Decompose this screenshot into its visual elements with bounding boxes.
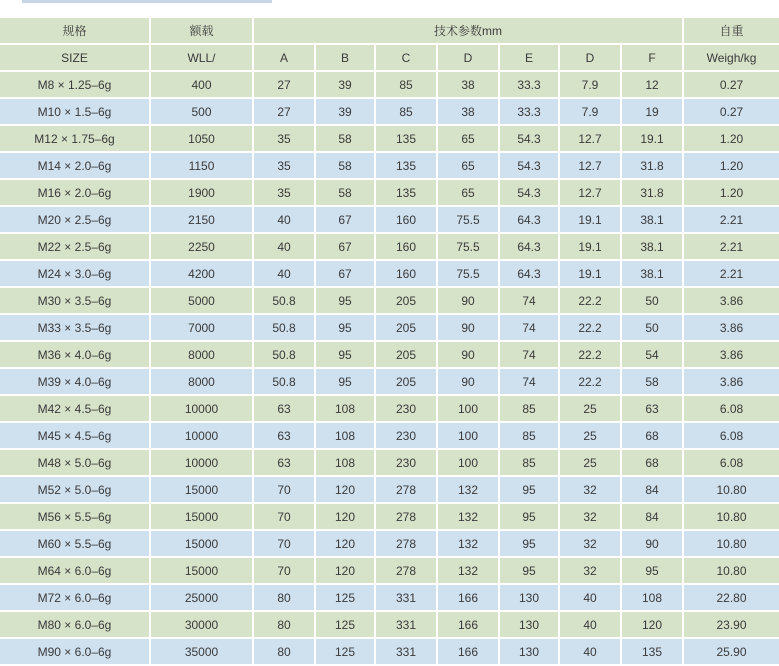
- table-row: [0, 179, 779, 206]
- cell-d: 90: [437, 368, 499, 395]
- cell-d2: 7.9: [559, 98, 621, 125]
- cell-d: 75.5: [437, 260, 499, 287]
- cell-d: 65: [437, 152, 499, 179]
- cell-e: 95: [499, 503, 559, 530]
- cell-d: 90: [437, 341, 499, 368]
- cell-c: 160: [375, 206, 437, 233]
- cell-weight: 23.90: [683, 611, 779, 638]
- cell-a: 63: [253, 449, 315, 476]
- cell-f: 108: [621, 584, 683, 611]
- cell-c: 205: [375, 314, 437, 341]
- cell-b: 58: [315, 179, 375, 206]
- cell-a: 70: [253, 557, 315, 584]
- cell-e: 130: [499, 611, 559, 638]
- cell-weight: 10.80: [683, 530, 779, 557]
- table-row: [0, 125, 779, 152]
- cell-b: 120: [315, 476, 375, 503]
- cell-a: 50.8: [253, 341, 315, 368]
- cell-f: 63: [621, 395, 683, 422]
- cell-weight: 1.20: [683, 125, 779, 152]
- cell-b: 95: [315, 287, 375, 314]
- cell-size: M8 × 1.25–6g: [0, 71, 150, 98]
- cell-c: 135: [375, 179, 437, 206]
- cell-wll: 2250: [150, 233, 253, 260]
- cell-weight: 3.86: [683, 368, 779, 395]
- cell-size: M33 × 3.5–6g: [0, 314, 150, 341]
- cell-a: 35: [253, 179, 315, 206]
- cell-c: 278: [375, 530, 437, 557]
- cell-d: 132: [437, 530, 499, 557]
- header-wll-en: WLL/: [150, 44, 253, 71]
- cell-a: 70: [253, 530, 315, 557]
- cell-d: 132: [437, 503, 499, 530]
- cell-d2: 19.1: [559, 233, 621, 260]
- cell-d2: 40: [559, 638, 621, 665]
- cell-f: 38.1: [621, 206, 683, 233]
- cell-d2: 22.2: [559, 341, 621, 368]
- cell-weight: 6.08: [683, 395, 779, 422]
- header-col-c: C: [375, 44, 437, 71]
- cell-d2: 32: [559, 476, 621, 503]
- cell-e: 130: [499, 638, 559, 665]
- table-row: [0, 287, 779, 314]
- cell-f: 12: [621, 71, 683, 98]
- cell-size: M20 × 2.5–6g: [0, 206, 150, 233]
- cell-f: 84: [621, 476, 683, 503]
- cell-size: M56 × 5.5–6g: [0, 503, 150, 530]
- cell-a: 40: [253, 233, 315, 260]
- cell-b: 120: [315, 530, 375, 557]
- cell-a: 35: [253, 125, 315, 152]
- cell-weight: 1.20: [683, 179, 779, 206]
- cell-c: 331: [375, 611, 437, 638]
- cell-size: M16 × 2.0–6g: [0, 179, 150, 206]
- cell-d2: 22.2: [559, 314, 621, 341]
- cell-a: 50.8: [253, 287, 315, 314]
- cell-wll: 25000: [150, 584, 253, 611]
- table-row: [0, 152, 779, 179]
- cell-f: 50: [621, 287, 683, 314]
- cell-wll: 2150: [150, 206, 253, 233]
- cell-c: 278: [375, 476, 437, 503]
- table-row: [0, 233, 779, 260]
- cell-weight: 6.08: [683, 449, 779, 476]
- header-col-a: A: [253, 44, 315, 71]
- cell-size: M60 × 5.5–6g: [0, 530, 150, 557]
- cell-wll: 7000: [150, 314, 253, 341]
- table-row: [0, 530, 779, 557]
- cell-a: 70: [253, 476, 315, 503]
- cell-weight: 10.80: [683, 476, 779, 503]
- cell-f: 90: [621, 530, 683, 557]
- cell-b: 39: [315, 98, 375, 125]
- header-col-f: F: [621, 44, 683, 71]
- cell-wll: 35000: [150, 638, 253, 665]
- cell-f: 54: [621, 341, 683, 368]
- cell-d: 100: [437, 449, 499, 476]
- header-params-cn: 技术参数mm: [253, 18, 683, 44]
- cell-d: 65: [437, 125, 499, 152]
- cell-size: M22 × 2.5–6g: [0, 233, 150, 260]
- cell-d2: 25: [559, 449, 621, 476]
- cell-a: 70: [253, 503, 315, 530]
- cell-wll: 1050: [150, 125, 253, 152]
- cell-b: 120: [315, 557, 375, 584]
- cell-b: 67: [315, 233, 375, 260]
- cell-c: 278: [375, 503, 437, 530]
- cell-d2: 32: [559, 503, 621, 530]
- cell-c: 331: [375, 584, 437, 611]
- cell-a: 40: [253, 260, 315, 287]
- cell-d: 132: [437, 557, 499, 584]
- cell-d2: 12.7: [559, 179, 621, 206]
- cell-wll: 400: [150, 71, 253, 98]
- cell-a: 80: [253, 638, 315, 665]
- cell-e: 33.3: [499, 98, 559, 125]
- cell-weight: 10.80: [683, 503, 779, 530]
- cell-f: 120: [621, 611, 683, 638]
- cell-size: M39 × 4.0–6g: [0, 368, 150, 395]
- table-row: [0, 98, 779, 125]
- cell-f: 38.1: [621, 260, 683, 287]
- cell-a: 35: [253, 152, 315, 179]
- table-row: [0, 503, 779, 530]
- cell-wll: 4200: [150, 260, 253, 287]
- cell-weight: 3.86: [683, 314, 779, 341]
- cell-b: 125: [315, 611, 375, 638]
- cell-size: M12 × 1.75–6g: [0, 125, 150, 152]
- cell-size: M72 × 6.0–6g: [0, 584, 150, 611]
- cell-d: 38: [437, 98, 499, 125]
- cell-d: 100: [437, 422, 499, 449]
- cell-f: 19.1: [621, 125, 683, 152]
- table-row: [0, 206, 779, 233]
- table-row: [0, 314, 779, 341]
- cell-size: M48 × 5.0–6g: [0, 449, 150, 476]
- cell-a: 27: [253, 71, 315, 98]
- cell-d2: 12.7: [559, 125, 621, 152]
- cell-wll: 15000: [150, 503, 253, 530]
- cell-weight: 2.21: [683, 233, 779, 260]
- cell-f: 68: [621, 422, 683, 449]
- cell-e: 130: [499, 584, 559, 611]
- cell-b: 39: [315, 71, 375, 98]
- cell-size: M24 × 3.0–6g: [0, 260, 150, 287]
- cell-e: 95: [499, 530, 559, 557]
- cell-b: 120: [315, 503, 375, 530]
- cell-f: 95: [621, 557, 683, 584]
- cell-b: 58: [315, 125, 375, 152]
- header-row-en: [0, 44, 779, 71]
- cell-weight: 10.80: [683, 557, 779, 584]
- cell-a: 63: [253, 395, 315, 422]
- table-row: [0, 449, 779, 476]
- cell-weight: 2.21: [683, 260, 779, 287]
- cell-c: 278: [375, 557, 437, 584]
- cell-b: 108: [315, 395, 375, 422]
- cell-size: M52 × 5.0–6g: [0, 476, 150, 503]
- cell-size: M14 × 2.0–6g: [0, 152, 150, 179]
- table-row: [0, 341, 779, 368]
- cell-b: 125: [315, 638, 375, 665]
- cell-wll: 1900: [150, 179, 253, 206]
- top-decorative-line: [22, 0, 272, 3]
- cell-d2: 32: [559, 557, 621, 584]
- cell-e: 95: [499, 476, 559, 503]
- cell-size: M80 × 6.0–6g: [0, 611, 150, 638]
- cell-e: 74: [499, 368, 559, 395]
- cell-size: M45 × 4.5–6g: [0, 422, 150, 449]
- table-row: [0, 422, 779, 449]
- cell-e: 74: [499, 314, 559, 341]
- cell-b: 95: [315, 341, 375, 368]
- cell-d2: 25: [559, 422, 621, 449]
- cell-d: 166: [437, 638, 499, 665]
- cell-a: 40: [253, 206, 315, 233]
- cell-f: 31.8: [621, 179, 683, 206]
- cell-e: 74: [499, 341, 559, 368]
- cell-a: 80: [253, 584, 315, 611]
- table-row: [0, 395, 779, 422]
- cell-c: 135: [375, 152, 437, 179]
- cell-wll: 1150: [150, 152, 253, 179]
- spec-table: [0, 18, 779, 666]
- header-col-d2: D: [559, 44, 621, 71]
- table-row: [0, 71, 779, 98]
- table-row: [0, 557, 779, 584]
- cell-d: 132: [437, 476, 499, 503]
- cell-e: 85: [499, 422, 559, 449]
- cell-wll: 8000: [150, 368, 253, 395]
- cell-c: 230: [375, 422, 437, 449]
- cell-size: M90 × 6.0–6g: [0, 638, 150, 665]
- cell-d2: 40: [559, 611, 621, 638]
- cell-c: 230: [375, 449, 437, 476]
- cell-size: M64 × 6.0–6g: [0, 557, 150, 584]
- header-row-cn: [0, 18, 779, 44]
- cell-e: 85: [499, 395, 559, 422]
- cell-d: 75.5: [437, 206, 499, 233]
- cell-a: 50.8: [253, 314, 315, 341]
- header-spec-cn: 规格: [0, 18, 150, 44]
- cell-c: 160: [375, 233, 437, 260]
- cell-wll: 10000: [150, 449, 253, 476]
- cell-weight: 0.27: [683, 98, 779, 125]
- table-row: [0, 584, 779, 611]
- cell-b: 67: [315, 260, 375, 287]
- cell-c: 205: [375, 368, 437, 395]
- cell-a: 50.8: [253, 368, 315, 395]
- cell-f: 19: [621, 98, 683, 125]
- cell-f: 38.1: [621, 233, 683, 260]
- cell-c: 135: [375, 125, 437, 152]
- cell-d2: 32: [559, 530, 621, 557]
- cell-d2: 19.1: [559, 206, 621, 233]
- cell-c: 205: [375, 341, 437, 368]
- cell-e: 95: [499, 557, 559, 584]
- cell-e: 33.3: [499, 71, 559, 98]
- cell-weight: 1.20: [683, 152, 779, 179]
- cell-e: 85: [499, 449, 559, 476]
- cell-e: 54.3: [499, 152, 559, 179]
- cell-weight: 6.08: [683, 422, 779, 449]
- cell-wll: 8000: [150, 341, 253, 368]
- cell-b: 58: [315, 152, 375, 179]
- cell-f: 50: [621, 314, 683, 341]
- cell-b: 108: [315, 422, 375, 449]
- cell-size: M10 × 1.5–6g: [0, 98, 150, 125]
- cell-size: M30 × 3.5–6g: [0, 287, 150, 314]
- cell-wll: 10000: [150, 422, 253, 449]
- table-row: [0, 260, 779, 287]
- cell-a: 80: [253, 611, 315, 638]
- cell-d2: 22.2: [559, 368, 621, 395]
- cell-d: 166: [437, 611, 499, 638]
- cell-d: 90: [437, 287, 499, 314]
- cell-a: 63: [253, 422, 315, 449]
- cell-c: 160: [375, 260, 437, 287]
- header-weight-cn: 自重: [683, 18, 779, 44]
- cell-f: 84: [621, 503, 683, 530]
- cell-d: 166: [437, 584, 499, 611]
- cell-e: 64.3: [499, 206, 559, 233]
- cell-weight: 2.21: [683, 206, 779, 233]
- header-weight-en: Weigh/kg: [683, 44, 779, 71]
- cell-wll: 15000: [150, 476, 253, 503]
- cell-f: 135: [621, 638, 683, 665]
- cell-d2: 40: [559, 584, 621, 611]
- header-col-e: E: [499, 44, 559, 71]
- cell-weight: 0.27: [683, 71, 779, 98]
- cell-wll: 15000: [150, 530, 253, 557]
- cell-c: 85: [375, 71, 437, 98]
- cell-f: 68: [621, 449, 683, 476]
- header-col-d: D: [437, 44, 499, 71]
- cell-c: 230: [375, 395, 437, 422]
- header-col-b: B: [315, 44, 375, 71]
- cell-wll: 15000: [150, 557, 253, 584]
- cell-d: 75.5: [437, 233, 499, 260]
- cell-d: 100: [437, 395, 499, 422]
- cell-weight: 3.86: [683, 287, 779, 314]
- cell-wll: 30000: [150, 611, 253, 638]
- cell-e: 64.3: [499, 260, 559, 287]
- cell-wll: 5000: [150, 287, 253, 314]
- cell-size: M42 × 4.5–6g: [0, 395, 150, 422]
- cell-c: 85: [375, 98, 437, 125]
- cell-d2: 12.7: [559, 152, 621, 179]
- table-row: [0, 476, 779, 503]
- cell-wll: 500: [150, 98, 253, 125]
- cell-c: 331: [375, 638, 437, 665]
- cell-size: M36 × 4.0–6g: [0, 341, 150, 368]
- cell-a: 27: [253, 98, 315, 125]
- cell-f: 58: [621, 368, 683, 395]
- cell-e: 54.3: [499, 125, 559, 152]
- header-wll-cn: 额载: [150, 18, 253, 44]
- cell-d: 38: [437, 71, 499, 98]
- cell-d: 65: [437, 179, 499, 206]
- cell-e: 54.3: [499, 179, 559, 206]
- cell-wll: 10000: [150, 395, 253, 422]
- header-size-en: SIZE: [0, 44, 150, 71]
- cell-b: 67: [315, 206, 375, 233]
- cell-d2: 22.2: [559, 287, 621, 314]
- cell-b: 95: [315, 314, 375, 341]
- cell-b: 125: [315, 584, 375, 611]
- table-row: [0, 368, 779, 395]
- cell-c: 205: [375, 287, 437, 314]
- cell-e: 74: [499, 287, 559, 314]
- cell-d: 90: [437, 314, 499, 341]
- cell-d2: 25: [559, 395, 621, 422]
- cell-weight: 25.90: [683, 638, 779, 665]
- cell-b: 108: [315, 449, 375, 476]
- cell-b: 95: [315, 368, 375, 395]
- cell-f: 31.8: [621, 152, 683, 179]
- table-row: [0, 638, 779, 665]
- cell-d2: 7.9: [559, 71, 621, 98]
- cell-d2: 19.1: [559, 260, 621, 287]
- cell-e: 64.3: [499, 233, 559, 260]
- table-row: [0, 611, 779, 638]
- cell-weight: 22.80: [683, 584, 779, 611]
- cell-weight: 3.86: [683, 341, 779, 368]
